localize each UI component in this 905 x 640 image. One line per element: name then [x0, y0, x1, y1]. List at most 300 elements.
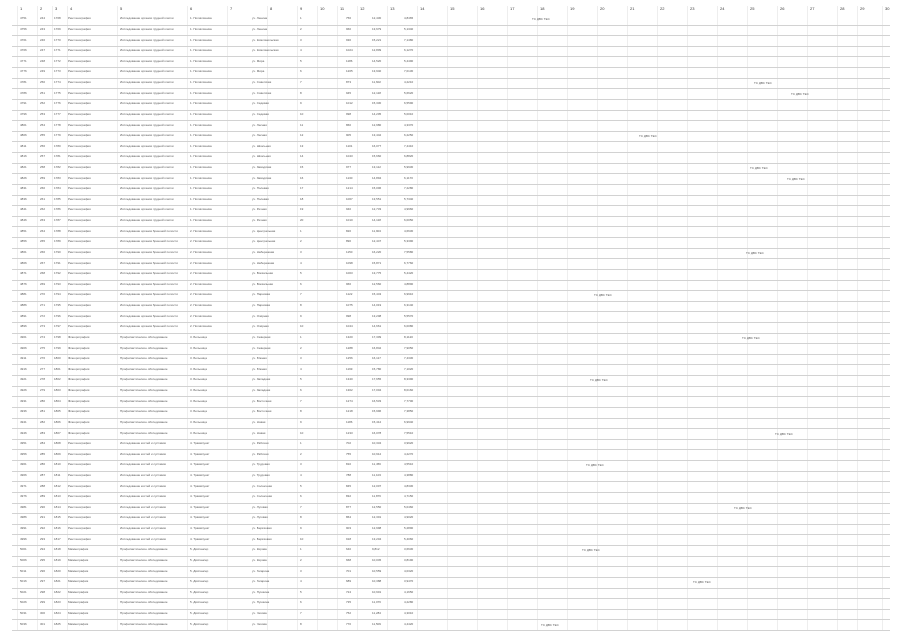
row-type: Рентгенография	[68, 133, 91, 138]
row-type: Флюорография	[68, 356, 90, 361]
row-department: уч. Солнечная	[252, 483, 272, 488]
row-department: уч. Мира	[252, 69, 265, 74]
row-place: 3. Больница	[190, 419, 207, 424]
row-flag: ТС ДВС ТЕС	[754, 81, 772, 86]
row-place: 1. Поликлиника	[190, 122, 212, 127]
row-code: 1814	[54, 504, 61, 509]
row-place: 3. Больница	[190, 398, 207, 403]
row-type: Флюорография	[68, 345, 90, 350]
column-header: 3	[55, 6, 58, 11]
row-type: Рентгенография	[68, 441, 91, 446]
row-flag: ТС ДВС ТЕС	[750, 165, 768, 170]
row-place: 1. Поликлиника	[190, 164, 212, 169]
row-count: 5	[300, 271, 302, 276]
row-total: 1205	[346, 69, 353, 74]
row-count: 1	[300, 547, 302, 552]
row-count: 2	[300, 557, 302, 562]
row-id: 4871	[20, 271, 27, 276]
row-place: 1. Поликлиника	[190, 48, 212, 53]
row-count: 2	[300, 345, 302, 350]
row-count: 6	[300, 494, 302, 499]
row-type: Маммография	[68, 600, 89, 605]
row-code: 1813	[54, 494, 61, 499]
row-id: 4896	[20, 324, 27, 329]
row-total: 918	[346, 536, 352, 541]
row-value-2: 3,9470	[404, 579, 414, 584]
row-code: 1795	[54, 303, 61, 308]
row-department: уч. Чехова	[252, 621, 267, 626]
row-description: Профилактическое обследование	[120, 366, 168, 371]
row-description: Исследование органов грудной клетки	[120, 101, 174, 106]
row-department: уч. Советская	[252, 90, 272, 95]
row-type: Флюорография	[68, 377, 90, 382]
row-code: 1818	[54, 547, 61, 552]
row-description: Исследование органов брюшной полости	[120, 260, 178, 265]
row-place: 4. Травмпункт	[190, 536, 210, 541]
column-header: 10	[320, 6, 325, 11]
row-type: Рентгенография	[68, 472, 91, 477]
row-description: Исследование органов грудной клетки	[120, 122, 174, 127]
row-description: Профилактическое обследование	[120, 334, 168, 339]
row-description: Исследование костей и суставов	[120, 515, 166, 520]
row-code: 1806	[54, 419, 61, 424]
row-id: 4761	[20, 37, 27, 42]
row-number: 287	[40, 472, 46, 477]
row-code: 1823	[54, 600, 61, 605]
row-value-2: 4,6630	[404, 228, 414, 233]
row-code: 1819	[54, 557, 61, 562]
row-flag: ТС ДВС ТЕС	[639, 134, 657, 139]
row-count: 10	[300, 324, 304, 329]
row-type: Флюорография	[68, 409, 90, 414]
row-value-1: 12,447	[372, 239, 382, 244]
row-type: Рентгенография	[68, 80, 91, 85]
row-place: 1. Поликлиника	[190, 26, 212, 31]
row-number: 261	[40, 196, 46, 201]
row-total: 998	[346, 111, 352, 116]
row-count: 6	[300, 281, 302, 286]
row-count: 2	[300, 451, 302, 456]
row-description: Исследование органов грудной клетки	[120, 186, 174, 191]
row-department: уч. Садовая	[252, 111, 269, 116]
row-id: 5016	[20, 579, 27, 584]
row-total: 890	[346, 239, 352, 244]
row-department: уч. Трудовая	[252, 472, 270, 477]
row-number: 247	[40, 48, 46, 53]
row-description: Исследование костей и суставов	[120, 451, 166, 456]
row-count: 7	[300, 504, 302, 509]
row-code: 1811	[54, 472, 61, 477]
row-place: 4. Травмпункт	[190, 526, 210, 531]
row-total: 877	[346, 504, 352, 509]
row-count: 6	[300, 388, 302, 393]
row-department: уч. Рабочая	[252, 441, 269, 446]
row-total: 1199	[346, 366, 353, 371]
row-total: 1218	[346, 409, 353, 414]
row-value-1: 14,205	[372, 111, 382, 116]
row-number: 250	[40, 80, 46, 85]
row-number: 244	[40, 16, 46, 21]
row-number: 253	[40, 111, 46, 116]
row-description: Исследование костей и суставов	[120, 526, 166, 531]
row-value-1: 16,077	[372, 143, 382, 148]
row-code: 1815	[54, 515, 61, 520]
row-total: 820	[346, 228, 352, 233]
row-total: 1186	[346, 58, 353, 63]
row-count: 8	[300, 515, 302, 520]
row-code: 1820	[54, 568, 61, 573]
row-number: 292	[40, 526, 46, 531]
row-number: 265	[40, 239, 46, 244]
row-total: 756	[346, 16, 352, 21]
row-id: 4891	[20, 313, 27, 318]
row-value-1: 16,533	[372, 398, 382, 403]
row-number: 263	[40, 218, 46, 223]
row-total: 832	[346, 494, 352, 499]
row-value-2: 6,1170	[404, 175, 413, 180]
column-header: 23	[690, 6, 695, 11]
row-total: 1043	[346, 154, 353, 159]
row-department: уч. Заводская	[252, 164, 272, 169]
row-type: Рентгенография	[68, 271, 91, 276]
row-total: 689	[346, 579, 352, 584]
row-value-2: 7,9050	[404, 345, 414, 350]
row-place: 4. Травмпункт	[190, 504, 210, 509]
row-number: 296	[40, 568, 46, 573]
row-value-1: 13,204	[372, 536, 382, 541]
row-type: Рентгенография	[68, 494, 91, 499]
row-count: 12	[300, 133, 304, 138]
row-total: 1130	[346, 175, 353, 180]
row-count: 3	[300, 37, 302, 42]
column-header: 7	[230, 6, 233, 11]
row-place: 1. Поликлиника	[190, 186, 212, 191]
row-type: Флюорография	[68, 388, 90, 393]
row-number: 258	[40, 164, 46, 169]
row-id: 4771	[20, 58, 27, 63]
row-code: 1787	[54, 218, 61, 223]
row-code: 1791	[54, 260, 61, 265]
row-type: Рентгенография	[68, 101, 91, 106]
row-value-2: 5,3390	[404, 239, 414, 244]
row-description: Исследование органов брюшной полости	[120, 271, 178, 276]
row-value-1: 12,550	[372, 504, 382, 509]
row-id: 4856	[20, 239, 27, 244]
column-header: 8	[270, 6, 273, 11]
row-value-2: 6,8820	[404, 154, 414, 159]
row-id: 4936	[20, 409, 27, 414]
row-department: уч. Пушкина	[252, 600, 270, 605]
row-code: 1805	[54, 409, 61, 414]
row-type: Рентгенография	[68, 324, 91, 329]
row-total: 1186	[346, 419, 353, 424]
row-total: 1075	[346, 303, 353, 308]
row-department: уч. Рабочая	[252, 451, 269, 456]
row-description: Профилактическое обследование	[120, 568, 168, 573]
row-count: 4	[300, 579, 302, 584]
row-count: 6	[300, 69, 302, 74]
row-count: 16	[300, 175, 304, 180]
row-value-2: 4,8465	[404, 16, 414, 21]
row-place: 3. Больница	[190, 334, 207, 339]
row-number: 271	[40, 303, 46, 308]
row-total: 930	[346, 37, 352, 42]
row-count: 9	[300, 313, 302, 318]
row-type: Рентгенография	[68, 504, 91, 509]
row-department: уч. Набережная	[252, 249, 275, 254]
row-department: уч. Гагарина	[252, 579, 270, 584]
row-id: 4821	[20, 164, 27, 169]
row-count: 2	[300, 26, 302, 31]
row-type: Флюорография	[68, 398, 90, 403]
row-value-2: 7,3850	[404, 409, 414, 414]
row-place: 3. Больница	[190, 409, 207, 414]
row-type: Рентгенография	[68, 175, 91, 180]
row-description: Исследование органов грудной клетки	[120, 196, 174, 201]
row-type: Рентгенография	[68, 111, 91, 116]
row-flag: ТС ДВС ТЕС	[775, 431, 793, 436]
row-count: 3	[300, 356, 302, 361]
row-number: 249	[40, 69, 46, 74]
row-number: 301	[40, 621, 46, 626]
row-value-2: 8,3390	[404, 377, 414, 382]
row-type: Рентгенография	[68, 37, 91, 42]
row-type: Рентгенография	[68, 483, 91, 488]
row-code: 1772	[54, 58, 61, 63]
row-type: Рентгенография	[68, 462, 91, 467]
row-total: 1101	[346, 143, 353, 148]
row-code: 1794	[54, 292, 61, 297]
row-value-2: 6,3140	[404, 303, 414, 308]
row-value-2: 7,7700	[404, 398, 414, 403]
row-value-1: 14,894	[372, 175, 382, 180]
row-value-1: 12,733	[372, 207, 382, 212]
row-code: 1821	[54, 579, 61, 584]
column-header: 15	[450, 6, 455, 11]
row-value-1: 16,842	[372, 345, 382, 350]
row-id: 5021	[20, 589, 27, 594]
row-type: Рентгенография	[68, 249, 91, 254]
row-code: 1801	[54, 366, 61, 371]
row-code: 1800	[54, 356, 61, 361]
row-total: 1122	[346, 292, 353, 297]
row-value-2: 6,1270	[404, 48, 414, 53]
row-department: уч. Пушкина	[252, 589, 270, 594]
row-number: 268	[40, 271, 46, 276]
row-flag: ТС ДВС ТЕС	[746, 250, 764, 255]
row-department: уч. Солнечная	[252, 494, 272, 499]
row-code: 1783	[54, 175, 61, 180]
row-number: 284	[40, 441, 46, 446]
row-place: 4. Травмпункт	[190, 451, 210, 456]
row-number: 254	[40, 122, 46, 127]
row-value-2: 3,9920	[404, 441, 414, 446]
row-place: 2. Поликлиника	[190, 303, 212, 308]
row-code: 1797	[54, 324, 61, 329]
row-description: Исследование костей и суставов	[120, 536, 166, 541]
row-value-2: 3,8190	[404, 557, 414, 562]
row-type: Рентгенография	[68, 186, 91, 191]
row-value-2: 7,2280	[404, 186, 414, 191]
row-value-2: 7,5510	[404, 430, 414, 435]
row-department: уч. Садовая	[252, 101, 269, 106]
row-value-2: 3,6630	[404, 547, 414, 552]
row-id: 4806	[20, 133, 27, 138]
row-department: уч. Лесная	[252, 133, 267, 138]
row-id: 4751	[20, 16, 27, 21]
row-value-2: 4,3010	[404, 611, 414, 616]
row-id: 4966	[20, 472, 27, 477]
row-place: 2. Поликлиника	[190, 292, 212, 297]
row-id: 4931	[20, 398, 27, 403]
row-description: Профилактическое обследование	[120, 589, 168, 594]
row-id: 4901	[20, 334, 27, 339]
row-code: 1770	[54, 37, 61, 42]
row-department: уч. Заводская	[252, 175, 272, 180]
row-value-1: 13,208	[372, 313, 382, 318]
row-code: 1776	[54, 101, 61, 106]
row-value-2: 5,9930	[404, 164, 414, 169]
row-value-1: 13,551	[372, 196, 382, 201]
row-id: 4836	[20, 196, 27, 201]
row-id: 5011	[20, 568, 27, 573]
row-total: 905	[346, 133, 352, 138]
row-count: 7	[300, 398, 302, 403]
row-number: 252	[40, 101, 46, 106]
row-description: Исследование органов грудной клетки	[120, 111, 174, 116]
row-flag: ТС ДВС ТЕС	[590, 378, 608, 383]
row-code: 1824	[54, 611, 61, 616]
row-place: 2. Поликлиника	[190, 324, 212, 329]
row-department: уч. Западная	[252, 377, 271, 382]
row-place: 5. Диспансер	[190, 611, 209, 616]
row-place: 1. Поликлиника	[190, 37, 212, 42]
row-number: 270	[40, 292, 46, 297]
row-value-1: 12,118	[372, 90, 381, 95]
row-value-1: 12,560	[372, 281, 382, 286]
row-description: Исследование органов грудной клетки	[120, 16, 174, 21]
row-count: 4	[300, 48, 302, 53]
column-header: 1	[20, 6, 23, 11]
row-code: 1792	[54, 271, 61, 276]
row-department: уч. Озёрная	[252, 313, 269, 318]
row-department: уч. Вокзальная	[252, 281, 274, 286]
row-description: Профилактическое обследование	[120, 430, 168, 435]
row-number: 289	[40, 494, 46, 499]
row-description: Исследование органов грудной клетки	[120, 37, 174, 42]
row-count: 9	[300, 101, 302, 106]
row-type: Рентгенография	[68, 526, 91, 531]
row-total: 873	[346, 80, 352, 85]
row-place: 3. Больница	[190, 388, 207, 393]
row-code: 1812	[54, 483, 61, 488]
row-description: Исследование костей и суставов	[120, 472, 166, 477]
row-code: 1788	[54, 228, 61, 233]
row-number: 295	[40, 557, 46, 562]
row-code: 1784	[54, 186, 61, 191]
row-type: Рентгенография	[68, 143, 91, 148]
row-count: 10	[300, 111, 304, 116]
row-description: Исследование органов грудной клетки	[120, 143, 174, 148]
row-count: 5	[300, 58, 302, 63]
row-id: 4791	[20, 101, 27, 106]
row-value-1: 11,456	[372, 462, 381, 467]
row-department: уч. Мира	[252, 58, 265, 63]
row-description: Исследование органов грудной клетки	[120, 207, 174, 212]
row-department: уч. Центральная	[252, 239, 276, 244]
column-header: 11	[340, 6, 345, 11]
row-count: 14	[300, 154, 304, 159]
row-value-2: 4,4420	[404, 621, 414, 626]
row-value-1: 15,660	[372, 154, 382, 159]
row-code: 1769	[54, 26, 61, 31]
row-place: 1. Поликлиника	[190, 218, 212, 223]
row-department: уч. Берёзовая	[252, 526, 272, 531]
row-code: 1822	[54, 589, 61, 594]
row-department: уч. Луговая	[252, 515, 268, 520]
row-value-2: 5,0460	[404, 504, 414, 509]
column-header: 13	[390, 6, 395, 11]
row-value-1: 13,775	[372, 271, 382, 276]
row-id: 4786	[20, 90, 27, 95]
row-department: уч. Кирова	[252, 547, 267, 552]
row-description: Исследование органов грудной клетки	[120, 58, 174, 63]
row-total: 735	[346, 600, 352, 605]
row-code: 1779	[54, 133, 61, 138]
row-value-1: 13,679	[372, 26, 382, 31]
row-total: 1044	[346, 324, 353, 329]
row-value-1: 10,334	[372, 441, 382, 446]
row-code: 1778	[54, 122, 61, 127]
row-id: 4766	[20, 48, 27, 53]
row-id: 4916	[20, 366, 27, 371]
row-value-1: 17,309	[372, 334, 382, 339]
row-place: 2. Поликлиника	[190, 281, 212, 286]
row-count: 3	[300, 249, 302, 254]
row-department: уч. Чехова	[252, 611, 267, 616]
row-count: 7	[300, 611, 302, 616]
column-header: 24	[720, 6, 725, 11]
row-place: 3. Больница	[190, 430, 207, 435]
row-number: 272	[40, 313, 46, 318]
row-place: 2. Поликлиника	[190, 313, 212, 318]
row-type: Рентгенография	[68, 207, 91, 212]
row-number: 243	[40, 26, 46, 31]
row-number: 280	[40, 398, 46, 403]
row-count: 1	[300, 16, 302, 21]
row-value-2: 7,1480	[404, 37, 414, 42]
row-value-2: 6,7760	[404, 260, 414, 265]
row-value-2: 4,2270	[404, 451, 414, 456]
row-value-2: 5,4420	[404, 271, 414, 276]
row-type: Маммография	[68, 611, 89, 616]
row-id: 4921	[20, 377, 27, 382]
row-department: уч. Луговая	[252, 504, 268, 509]
row-value-1: 16,078	[372, 430, 382, 435]
column-header: 17	[510, 6, 515, 11]
row-place: 4. Травмпункт	[190, 441, 210, 446]
row-code: 1771	[54, 48, 61, 53]
row-place: 1. Поликлиника	[190, 143, 212, 148]
row-total: 860	[346, 122, 352, 127]
row-place: 3. Больница	[190, 345, 207, 350]
row-count: 9	[300, 526, 302, 531]
row-flag: ТС ДВС ТЕС	[693, 580, 711, 585]
row-place: 4. Травмпункт	[190, 462, 210, 467]
row-count: 5	[300, 483, 302, 488]
row-count: 8	[300, 90, 302, 95]
row-place: 4. Травмпункт	[190, 494, 210, 499]
